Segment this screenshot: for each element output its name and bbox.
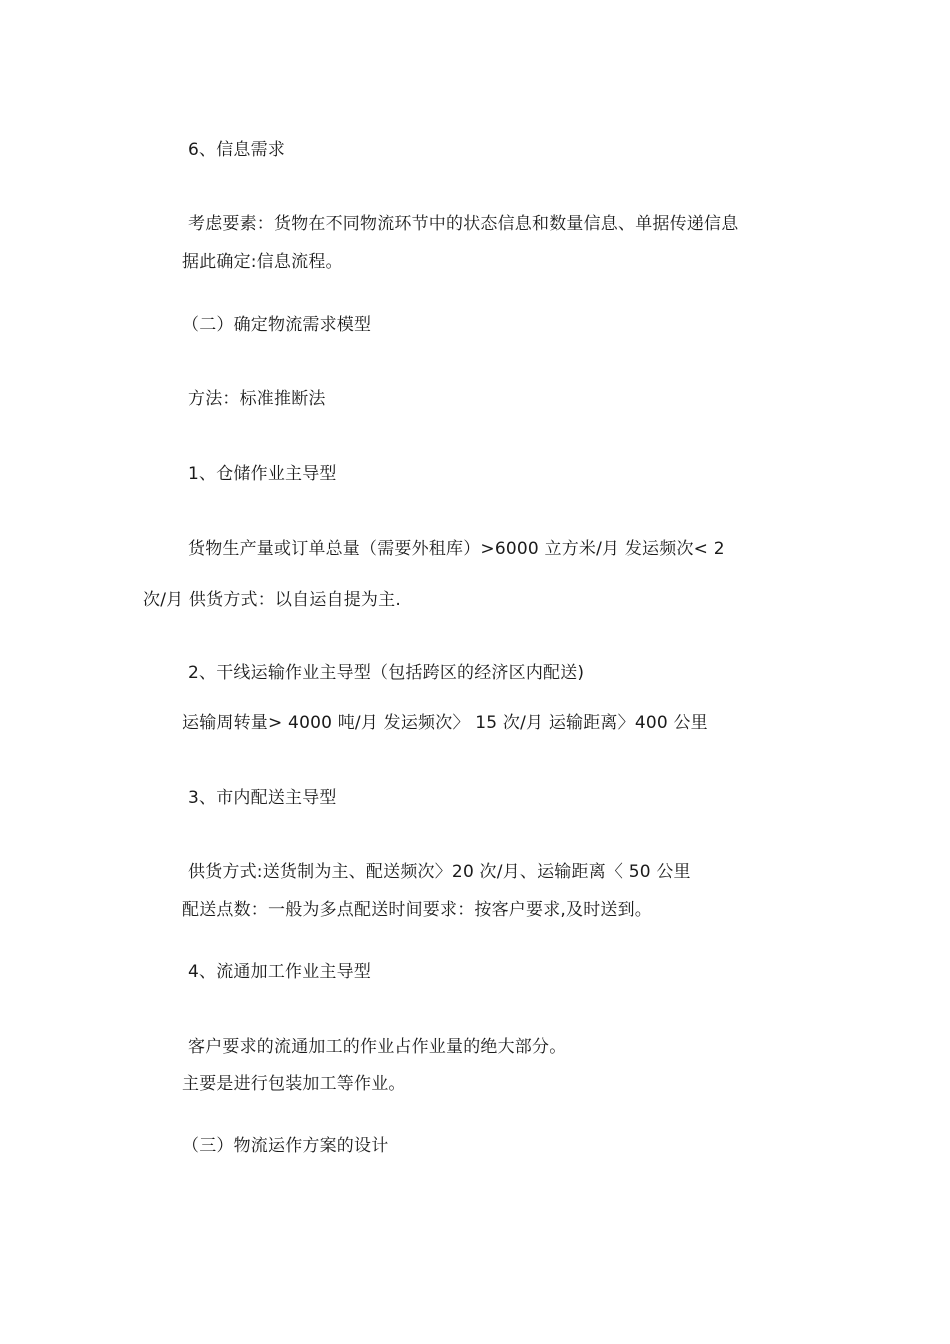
paragraph-line: 据此确定:信息流程。: [182, 252, 343, 272]
section-heading-model: （二）确定物流需求模型: [182, 315, 372, 335]
heading-processing-type: 4、流通加工作业主导型: [188, 962, 372, 982]
paragraph-line: 供货方式:送货制为主、配送频次〉20 次/月、运输距离〈 50 公里: [188, 862, 691, 882]
paragraph-line: 配送点数：一般为多点配送时间要求：按客户要求,及时送到。: [182, 900, 653, 920]
heading-city-delivery-type: 3、市内配送主导型: [188, 788, 337, 808]
paragraph-line: 方法：标准推断法: [188, 389, 326, 409]
paragraph-line: 考虑要素：货物在不同物流环节中的状态信息和数量信息、单据传递信息: [188, 214, 739, 234]
paragraph-line: 次/月 供货方式：以自运自提为主.: [143, 590, 401, 610]
paragraph-line: 运输周转量> 4000 吨/月 发运频次〉 15 次/月 运输距离〉400 公里: [182, 713, 708, 733]
heading-information-demand: 6、信息需求: [188, 140, 286, 160]
paragraph-line: 主要是进行包装加工等作业。: [182, 1074, 406, 1094]
paragraph-line: 货物生产量或订单总量（需要外租库）>6000 立方米/月 发运频次< 2: [188, 539, 725, 559]
section-heading-plan-design: （三）物流运作方案的设计: [182, 1136, 389, 1156]
heading-trunk-transport-type: 2、干线运输作业主导型（包括跨区的经济区内配送): [188, 663, 585, 683]
heading-warehouse-type: 1、仓储作业主导型: [188, 464, 337, 484]
paragraph-line: 客户要求的流通加工的作业占作业量的绝大部分。: [188, 1037, 567, 1057]
